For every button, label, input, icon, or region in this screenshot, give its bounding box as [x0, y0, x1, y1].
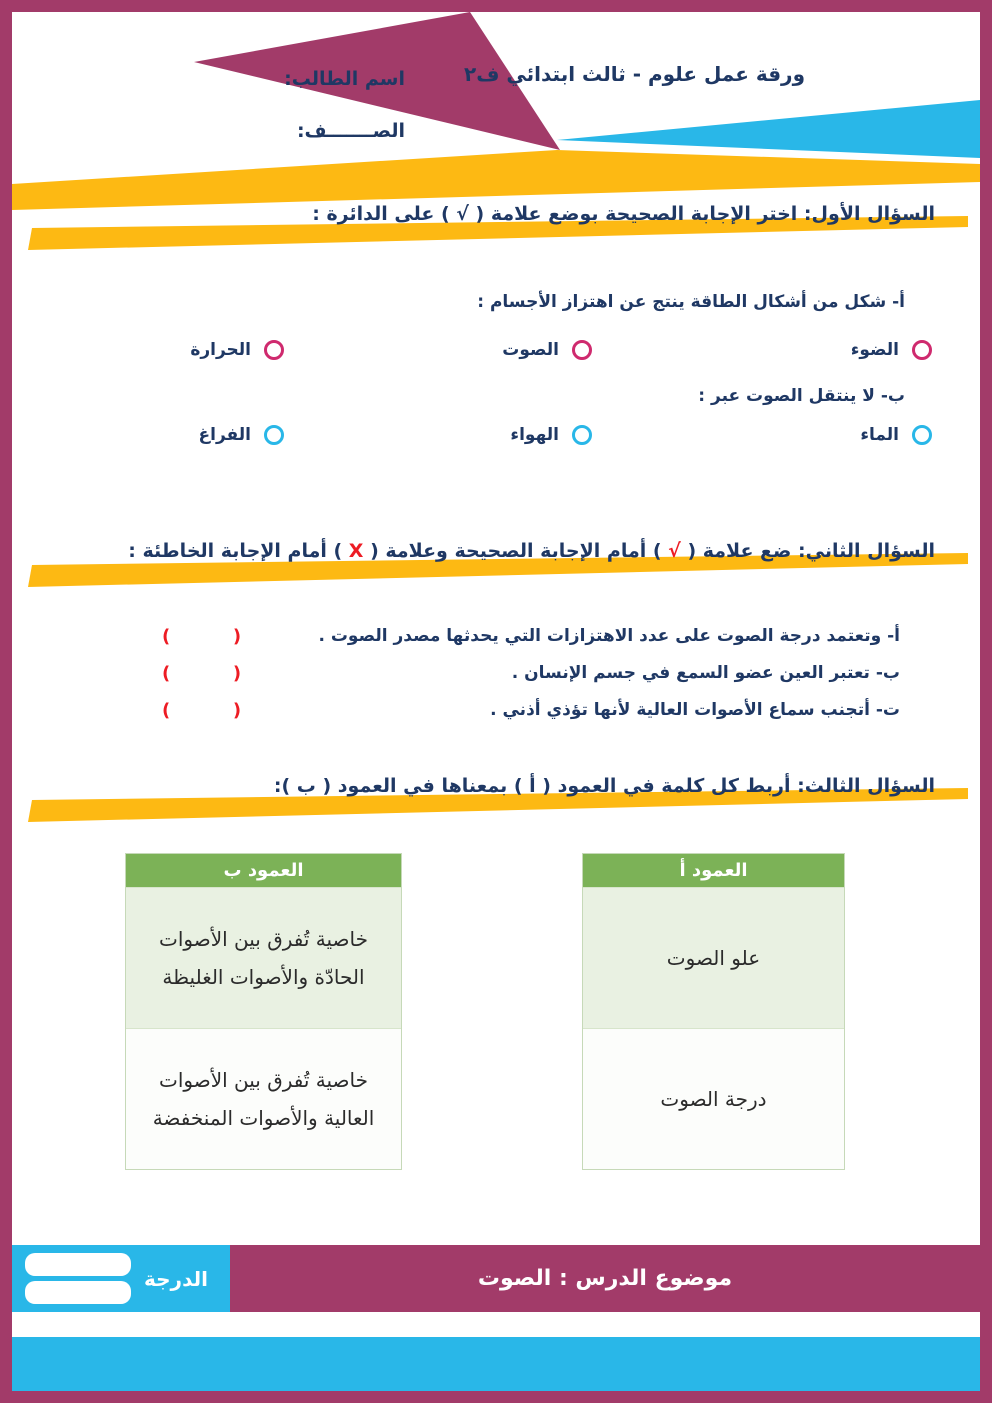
answer-slot[interactable]: ( ) [162, 663, 242, 684]
option-label: الحرارة [190, 340, 251, 360]
column-b-header: العمود ب [126, 854, 401, 887]
statement-text: أ- وتعتمد درجة الصوت على عدد الاهتزازات التي يحدثها مصدر الصوت . [318, 626, 900, 646]
check-mark: √ [668, 540, 681, 562]
answer-slot[interactable]: ( ) [162, 700, 242, 721]
bottom-cyan-strip [12, 1337, 980, 1391]
lesson-topic-label: موضوع الدرس : الصوت [477, 1266, 733, 1291]
cyan-wedge-shape [557, 100, 980, 158]
yellow-band-shape [12, 150, 980, 210]
match-cell[interactable]: درجة الصوت [583, 1028, 844, 1169]
match-cell[interactable]: علو الصوت [583, 887, 844, 1028]
option-vacuum[interactable] [199, 425, 284, 445]
grade-box-top [25, 1253, 131, 1276]
question3-heading: السؤال الثالث: أربط كل كلمة في العمود ( أ ) بمعناها في العمود ( ب ): [273, 775, 935, 797]
lesson-topic-segment [230, 1245, 980, 1312]
grade-box[interactable] [25, 1253, 131, 1304]
match-cell[interactable]: خاصية تُفرق بين الأصوات العالية والأصوات المنخفضة [126, 1028, 401, 1169]
true-false-item [12, 700, 980, 732]
column-a-header: العمود أ [583, 854, 844, 887]
match-cell[interactable]: خاصية تُفرق بين الأصوات الحادّة والأصوات الغليظة [126, 887, 401, 1028]
column-a-table [582, 853, 845, 1170]
heading-text: السؤال الثاني: ضع علامة ( [680, 540, 935, 562]
true-false-item [12, 663, 980, 695]
worksheet-content-area [12, 12, 980, 1391]
statement-text: ب- تعتبر العين عضو السمع في جسم الإنسان . [511, 663, 900, 683]
option-sound[interactable] [502, 340, 592, 360]
answer-circle-icon[interactable] [572, 425, 592, 445]
heading-text: ) أمام الإجابة الصحيحة وعلامة ( [363, 540, 669, 562]
x-mark: X [348, 540, 364, 562]
option-air[interactable] [510, 425, 592, 445]
option-label: الهواء [510, 425, 559, 445]
question2-heading [128, 540, 935, 562]
answer-circle-icon[interactable] [912, 425, 932, 445]
grade-segment [12, 1245, 230, 1312]
heading-text: ) أمام الإجابة الخاطئة : [128, 540, 349, 562]
answer-circle-icon[interactable] [264, 340, 284, 360]
question1-a-text: أ- شكل من أشكال الطاقة ينتج عن اهتزاز الأجسام : [477, 292, 905, 312]
option-label: الصوت [502, 340, 559, 360]
header-decoration [12, 12, 980, 212]
option-label: الضوء [850, 340, 899, 360]
grade-box-bottom [25, 1281, 131, 1304]
question1-b-text: ب- لا ينتقل الصوت عبر : [698, 386, 905, 406]
true-false-item [12, 626, 980, 658]
grade-label: الدرجة [144, 1266, 208, 1291]
class-label: الصـــــــف: [296, 120, 405, 142]
option-heat[interactable] [190, 340, 284, 360]
footer-bar [12, 1245, 980, 1312]
answer-slot[interactable]: ( ) [162, 626, 242, 647]
student-name-label: اسم الطالب: [284, 68, 405, 90]
option-water[interactable] [860, 425, 932, 445]
answer-circle-icon[interactable] [572, 340, 592, 360]
answer-circle-icon[interactable] [912, 340, 932, 360]
question1-heading: السؤال الأول: اختر الإجابة الصحيحة بوضع علامة ( √ ) على الدائرة : [312, 203, 935, 225]
option-label: الماء [860, 425, 899, 445]
worksheet-title: ورقة عمل علوم - ثالث ابتدائي ف٢ [463, 62, 805, 86]
statement-text: ت- أتجنب سماع الأصوات العالية لأنها تؤذي أذني . [490, 700, 900, 720]
answer-circle-icon[interactable] [264, 425, 284, 445]
option-light[interactable] [851, 340, 932, 360]
column-b-table [125, 853, 402, 1170]
option-label: الفراغ [198, 425, 251, 445]
